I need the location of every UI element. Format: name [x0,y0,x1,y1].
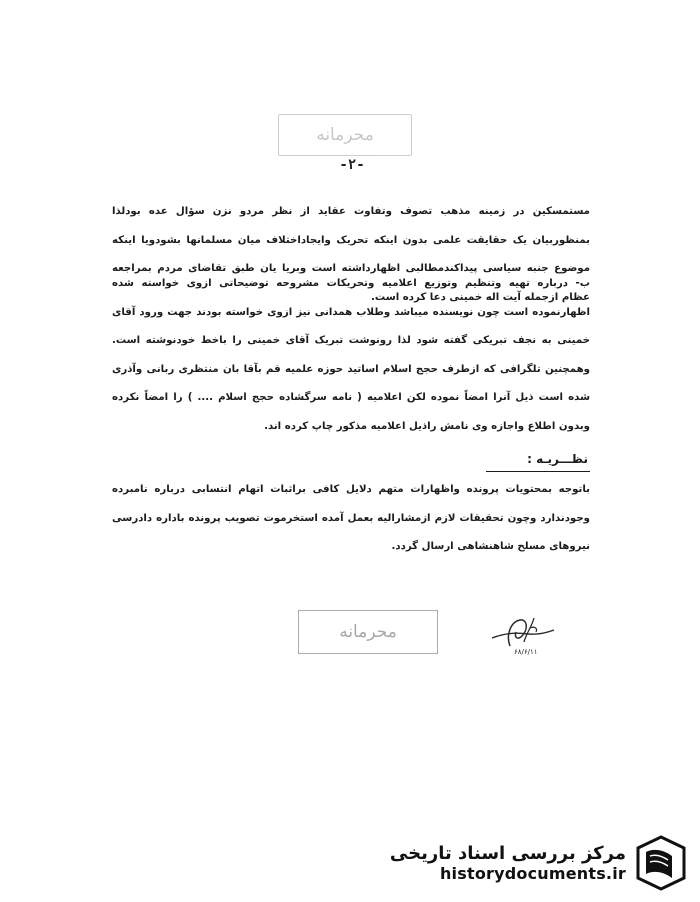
watermark-text [390,843,626,883]
page-number: -۲- [339,157,365,173]
watermark-url: historydocuments.ir [439,864,626,883]
opinion-heading: نظـــریـه : [527,452,588,466]
handwritten-signature [488,612,558,656]
paragraph-2: ب- درباره تهیه وتنظیم وتوزیع اعلامیه وتحریکات مشروحه توضیحاتی ازوی خواسته شده اظهارنموده است چون نویسنده میباشد وطلاب همدانی نیز ازوی خواسته بودند جهت ورود آقای خمینی به نجف تبریکی گفته شود لذا رونوشت تبریک آقای خمینی را باخط خودنوشته است. وهمچنین تلگرافی که ازطرف حجج اسلام اساتید حوزه علمیه قم بآقا بان منتظری ربانی وآذری شده است ذیل آنرا امضاً نموده لکن اعلامیه ( نامه سرگشاده حجج اسلام .... ) را امضاً نکرده وبدون اطلاع واجازه وی نامش راذیل اعلامیه مذکور چاپ کرده اند. [112,278,590,432]
archive-logo-icon [634,834,688,892]
heading-underline [486,471,590,472]
watermark-title: مرکز بررسی اسناد تاریخی [389,843,626,864]
paragraph-1: مستمسکین در زمینه مذهب تصوف وتفاوت عقاید از نظر مردو نزن سؤال عده بودلذا بمنظوربیان یک حقایقت علمی بدون اینکه تحریک وایجاداختلاف میان مسلمانها بشودویا اینکه موضوع جنبه سیاسی پیداکندمطالبی اظهارداشته است وبریا یان طبق تقاضای مردم بمراجعه عظام ازجمله آیت اله خمینی دعا کرده است. [112,206,590,303]
paragraph-3: باتوجه بمحتویات پرونده واظهارات متهم دلایل کافی براثبات اتهام انتسابی درباره نامبرده وجودندارد وچون تحقیقات لازم ازمشارالیه بعمل آمده استخرموت تصویب پرونده باداره دادرسی نیروهای مسلح شاهنشاهی ارسال گردد. [112,484,590,553]
confidential-stamp-bottom: محرمانه [298,610,438,654]
archive-watermark [390,832,688,894]
confidential-stamp-top: محرمانه [278,114,412,156]
signature-date: ۶۸/۶/۱۱ [514,648,538,656]
